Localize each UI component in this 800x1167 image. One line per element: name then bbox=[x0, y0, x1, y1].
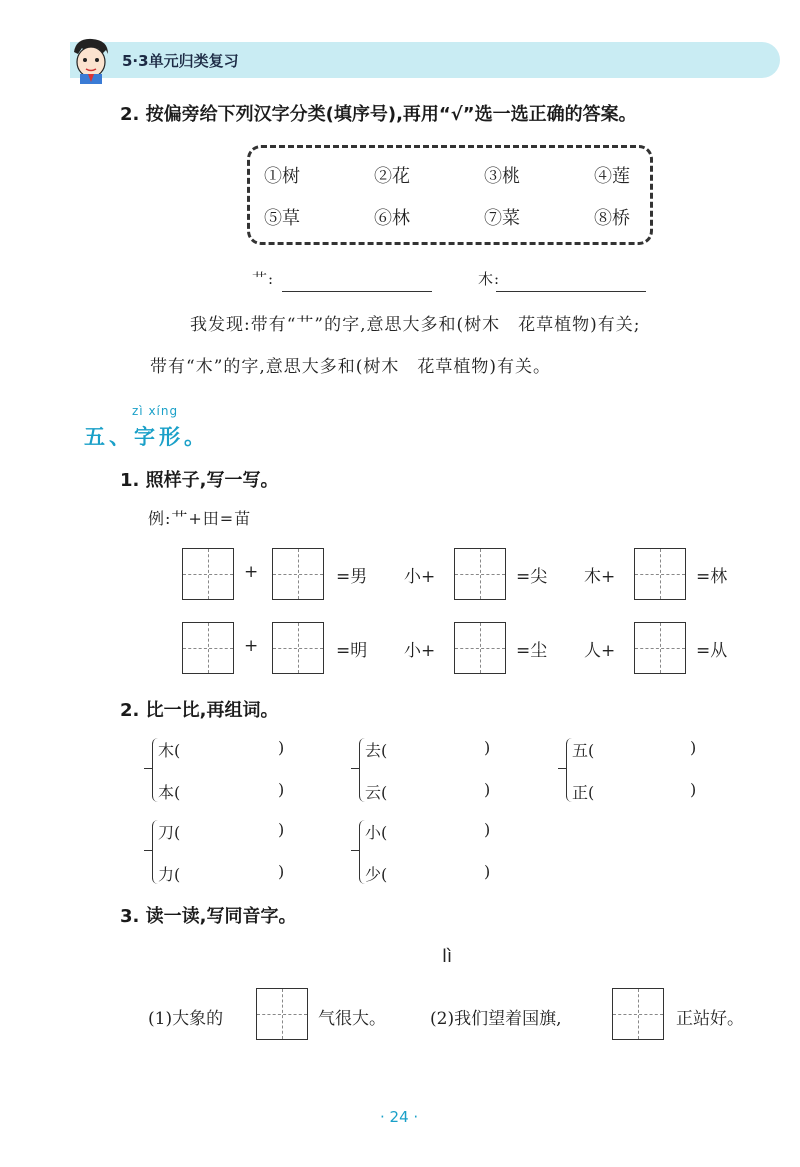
equation-result: =尘 bbox=[516, 641, 548, 661]
sentence-2-suffix: 正站好。 bbox=[676, 1009, 744, 1029]
page-number: · 24 · bbox=[380, 1108, 419, 1126]
option-item: ⑥林 bbox=[374, 208, 410, 229]
close-paren: ) bbox=[278, 820, 285, 839]
equation-left: 小+ bbox=[404, 567, 436, 587]
compare-word: 力( bbox=[158, 865, 181, 884]
example-text: 例:艹+田=苗 bbox=[148, 509, 252, 528]
char-grid-box[interactable] bbox=[272, 548, 324, 600]
section-title: 五、字形。 bbox=[84, 425, 209, 449]
wood-answer-line[interactable] bbox=[496, 290, 646, 292]
close-paren: ) bbox=[484, 738, 491, 757]
char-grid-box[interactable] bbox=[612, 988, 664, 1040]
close-paren: ) bbox=[690, 738, 697, 757]
close-paren: ) bbox=[278, 780, 285, 799]
compare-word: 小( bbox=[365, 823, 388, 842]
compare-word: 刀( bbox=[158, 823, 181, 842]
equation-result: =林 bbox=[696, 567, 728, 587]
header-title: 5·3单元归类复习 bbox=[122, 52, 239, 70]
grass-radical-label: 艹: bbox=[252, 270, 275, 288]
option-item: ④莲 bbox=[594, 166, 630, 187]
section-pinyin: zì xíng bbox=[132, 404, 179, 418]
option-item: ①树 bbox=[264, 166, 300, 187]
equation-left: 小+ bbox=[404, 641, 436, 661]
mascot-icon bbox=[66, 36, 116, 84]
option-item: ⑤草 bbox=[264, 208, 300, 229]
char-grid-box[interactable] bbox=[182, 548, 234, 600]
equation-result: =从 bbox=[696, 641, 728, 661]
char-grid-box[interactable] bbox=[634, 548, 686, 600]
compare-word: 正( bbox=[572, 783, 595, 802]
option-item: ⑦菜 bbox=[484, 208, 520, 229]
close-paren: ) bbox=[690, 780, 697, 799]
compare-word: 少( bbox=[365, 865, 388, 884]
sentence-2-prefix: (2)我们望着国旗, bbox=[430, 1009, 562, 1029]
char-grid-box[interactable] bbox=[454, 548, 506, 600]
options-box bbox=[247, 145, 653, 245]
plus-sign: + bbox=[244, 636, 259, 656]
option-item: ②花 bbox=[374, 166, 410, 187]
discover-line-1: 我发现:带有“艹”的字,意思大多和(树木 花草植物)有关; bbox=[190, 315, 641, 335]
question-title: 3. 读一读,写同音字。 bbox=[120, 906, 297, 927]
equation-left: 人+ bbox=[584, 641, 616, 661]
sentence-1-prefix: (1)大象的 bbox=[148, 1009, 224, 1029]
char-grid-box[interactable] bbox=[256, 988, 308, 1040]
option-item: ⑧桥 bbox=[594, 208, 630, 229]
pinyin-hint: lì bbox=[442, 946, 453, 967]
question-title: 2. 比一比,再组词。 bbox=[120, 700, 279, 721]
char-grid-box[interactable] bbox=[634, 622, 686, 674]
close-paren: ) bbox=[278, 862, 285, 881]
equation-result: =明 bbox=[336, 641, 368, 661]
close-paren: ) bbox=[484, 780, 491, 799]
wood-radical-label: 木: bbox=[478, 270, 501, 288]
option-item: ③桃 bbox=[484, 166, 520, 187]
question-title: 1. 照样子,写一写。 bbox=[120, 470, 279, 491]
discover-line-2: 带有“木”的字,意思大多和(树木 花草植物)有关。 bbox=[150, 357, 552, 377]
char-grid-box[interactable] bbox=[182, 622, 234, 674]
equation-result: =男 bbox=[336, 567, 368, 587]
compare-word: 本( bbox=[158, 783, 181, 802]
compare-word: 去( bbox=[365, 741, 388, 760]
question-title: 2. 按偏旁给下列汉字分类(填序号),再用“√”选一选正确的答案。 bbox=[120, 104, 637, 125]
close-paren: ) bbox=[484, 820, 491, 839]
plus-sign: + bbox=[244, 562, 259, 582]
close-paren: ) bbox=[484, 862, 491, 881]
equation-result: =尖 bbox=[516, 567, 548, 587]
grass-answer-line[interactable] bbox=[282, 290, 432, 292]
char-grid-box[interactable] bbox=[272, 622, 324, 674]
sentence-1-suffix: 气很大。 bbox=[318, 1009, 386, 1029]
equation-left: 木+ bbox=[584, 567, 616, 587]
compare-word: 五( bbox=[572, 741, 595, 760]
compare-word: 云( bbox=[365, 783, 388, 802]
compare-word: 木( bbox=[158, 741, 181, 760]
char-grid-box[interactable] bbox=[454, 622, 506, 674]
close-paren: ) bbox=[278, 738, 285, 757]
